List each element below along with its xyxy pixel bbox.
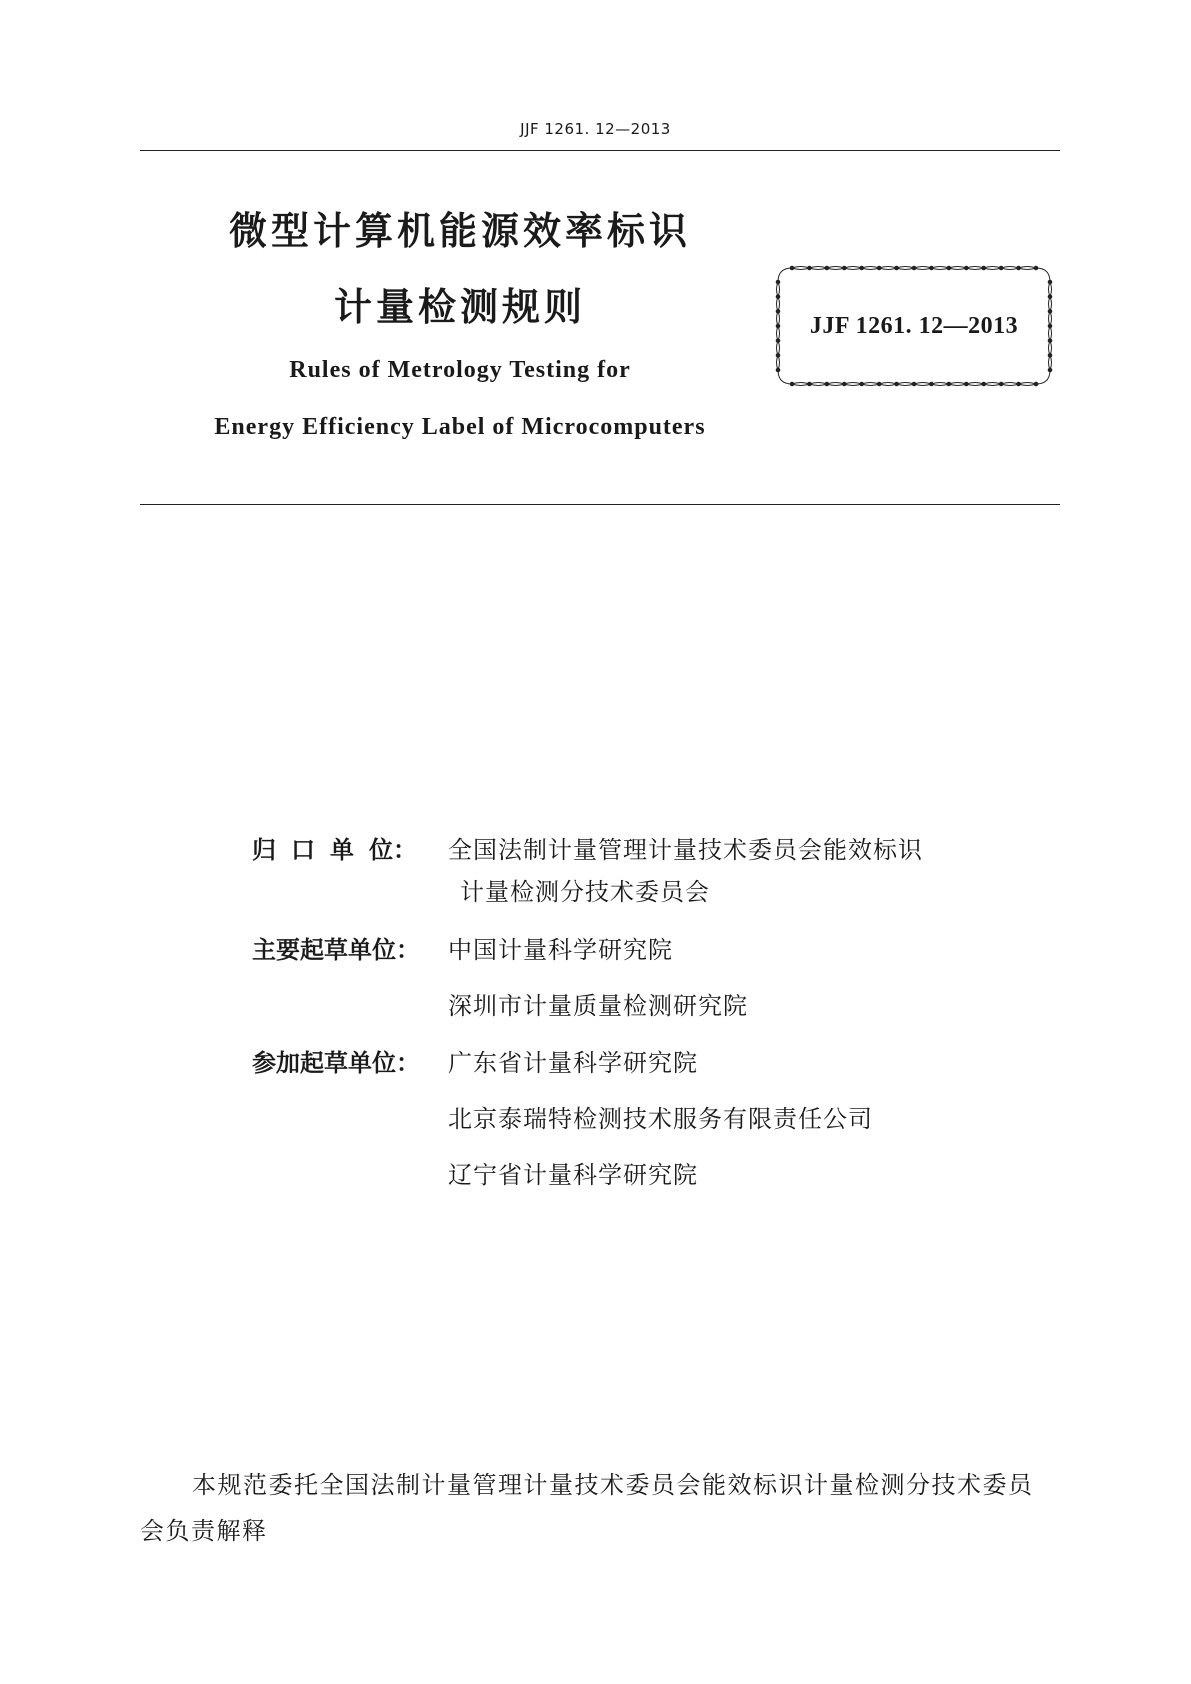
responsible-unit-line2: 计量检测分技术委员会 bbox=[460, 878, 710, 906]
cn-title-line2: 计量检测规则 bbox=[333, 285, 586, 329]
header-rule bbox=[140, 150, 1060, 151]
interpretation-note: 本规范委托全国法制计量管理计量技术委员会能效标识计量检测分技术委员会负责解释 bbox=[140, 1471, 1034, 1545]
participating-drafter-2: 北京泰瑞特检测技术服务有限责任公司 bbox=[448, 1105, 873, 1133]
main-drafter-1: 中国计量科学研究院 bbox=[448, 936, 673, 964]
responsible-unit-line1: 全国法制计量管理计量技术委员会能效标识 bbox=[448, 836, 923, 864]
main-drafter-2: 深圳市计量质量检测研究院 bbox=[448, 992, 748, 1020]
main-drafters-label: 主要起草单位： bbox=[252, 936, 420, 964]
running-header-code: JJF 1261. 12—2013 bbox=[520, 120, 671, 138]
en-title-line2: Energy Efficiency Label of Microcomputers bbox=[214, 414, 706, 440]
standard-code-text: JJF 1261. 12—2013 bbox=[809, 313, 1019, 339]
en-title-line1: Rules of Metrology Testing for bbox=[289, 357, 631, 383]
participating-drafter-1: 广东省计量科学研究院 bbox=[448, 1049, 698, 1077]
standard-code-box bbox=[774, 264, 1054, 388]
participating-drafters-label: 参加起草单位： bbox=[252, 1049, 420, 1077]
title-rule bbox=[140, 504, 1060, 505]
cn-title-line1: 微型计算机能源效率标识 bbox=[228, 209, 691, 253]
responsible-unit-label: 归口单位： bbox=[252, 836, 417, 864]
participating-drafter-3: 辽宁省计量科学研究院 bbox=[448, 1161, 698, 1189]
